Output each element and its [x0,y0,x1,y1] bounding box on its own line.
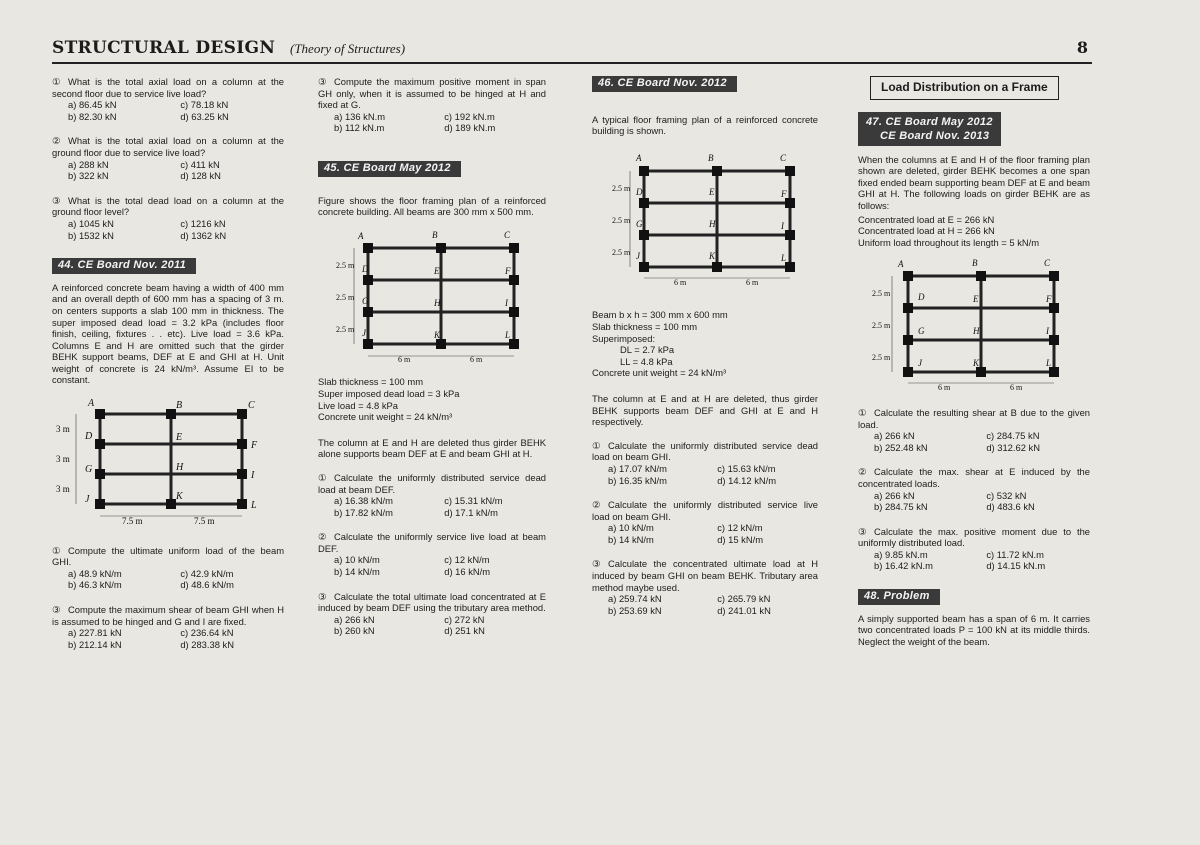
option-d: d) 1362 kN [180,229,227,241]
question-text: Calculate the uniformly distributed service live load on beam GHI. [592,499,818,522]
options [858,490,1090,513]
column-b [712,166,722,176]
node-label: C [1044,258,1051,269]
option-c: c) 411 kN [180,158,220,170]
column-c [509,243,519,253]
dimension-label: 6 m [674,277,687,287]
question-text: Calculate the max. shear at E induced by the concentrated loads. [858,466,1090,489]
options [592,463,818,486]
spec-line: Beam b x h = 300 mm x 600 mm [592,309,728,321]
column-f [785,198,795,208]
dimension-label: 2.5 m [336,292,355,302]
column-l [1049,367,1059,377]
problem-statement: A simply supported beam has a span of 6 m. It carries two concentrated loads P = 100 kN at its middle thirds. Neglect the weight of the beam. [858,612,1090,647]
option-c: c) 192 kN.m [444,110,495,122]
question [52,135,284,181]
column-j [639,262,649,272]
question-number: ① [592,439,601,451]
header-title: STRUCTURAL DESIGN [52,38,276,58]
node-label: H [176,462,184,474]
option-c: c) 78.18 kN [180,99,229,111]
column-k [712,262,722,272]
spec-line: Superimposed: [592,332,656,344]
load-list [858,214,1090,249]
option-b: b) 14 kN/m [608,533,654,545]
option-b: b) 212.14 kN [68,638,122,650]
node-label: F [505,265,511,276]
option-a: a) 10 kN/m [608,522,654,534]
question [318,531,546,577]
column-d [903,303,913,313]
question [318,472,546,518]
question-number: ③ [858,525,867,537]
node-label: A [898,259,904,270]
option-b: b) 17.82 kN/m [334,506,393,518]
option-c: c) 11.72 kN.m [986,548,1044,560]
column-l [785,262,795,272]
node-label: E [176,432,183,444]
node-label: I [251,470,255,482]
problem-statement: A reinforced concrete beam having a width of 400 mm and an overall depth of 600 mm has a spacing of 3 m. on centers supports a slab 100 mm in thickness. The super imposed dead load = 3.2 kPa (includes floor finish, ceiling, fixtures . . etc). Live load = 3.6 kPa. Columns E and H are omitted such that the girder BEHK support beams, DEF at E and GHI at H. Unit weight of concrete is 24 kN/m³. Assume EI to be constant. [52,281,284,386]
spec-line: Slab thickness = 100 mm [592,320,697,332]
options [52,99,284,122]
options [52,627,284,650]
node-label: I [781,220,784,231]
question-text: Calculate the uniformly distributed service dead load on beam GHI. [592,439,818,463]
question-text: Compute the maximum positive moment in span GH only, when it is assumed to be hinged at H and fixed at G. [318,76,546,111]
option-c: c) 12 kN/m [444,554,490,566]
options [592,593,818,616]
option-a: a) 48.9 kN/m [68,567,122,579]
question-number: ① [318,471,327,483]
options [52,218,284,241]
option-c: c) 42.9 kN/m [180,567,234,579]
dimension-label: 2.5 m [336,324,355,334]
framing-plan-diagram [318,224,546,374]
node-label: L [251,500,257,512]
question-number: ① [52,76,61,87]
node-label: B [708,152,714,163]
option-a: a) 288 kN [68,158,109,170]
column-i [1049,335,1059,345]
dimension-label: 2.5 m [612,183,631,193]
problem-banner: 48. Problem [858,589,940,605]
problem-banner: 45. CE Board May 2012 [318,161,461,177]
node-label: F [781,188,787,199]
node-label: G [85,464,93,476]
column-d [95,439,105,449]
option-b: b) 322 kN [68,170,109,182]
option-a: a) 266 kN [874,489,915,501]
column-d [639,198,649,208]
option-c: c) 532 kN [986,489,1027,501]
option-a: a) 266 kN [874,430,915,442]
dimension-label: 2.5 m [612,247,631,257]
question-text: What is the total dead load on a column at the ground floor level? [52,194,284,218]
option-c: c) 236.64 kN [180,627,234,639]
option-d: d) 283.38 kN [180,638,234,650]
column-j [363,339,373,349]
option-b: b) 16.42 kN.m [874,560,933,572]
question [858,466,1090,512]
node-label: B [972,258,978,269]
banner-line: 47. CE Board May 2012 [866,115,993,128]
dimension-label: 6 m [1010,383,1023,393]
node-label: D [362,263,369,274]
dimension-label: 7.5 m [122,516,143,527]
node-label: C [248,400,255,412]
option-a: a) 86.45 kN [68,99,117,111]
node-label: K [434,329,441,340]
column-k [166,499,176,509]
node-label: J [362,327,366,338]
question [52,545,284,591]
question-text: Calculate the max. positive moment due to the uniformly distributed load. [858,525,1090,549]
option-a: a) 16.38 kN/m [334,495,393,507]
beams [644,171,790,267]
options [318,495,546,518]
node-label: B [432,229,438,240]
node-label: L [505,329,511,340]
option-d: d) 189 kN.m [444,122,496,134]
spec-line: Live load = 4.8 kPa [318,399,399,411]
column-f [509,275,519,285]
node-label: A [88,398,95,410]
node-label: C [504,229,511,240]
dimension-label: 6 m [470,354,483,364]
node-label: H [973,326,980,337]
column-b [166,409,176,419]
framing-plan-diagram [592,143,818,293]
question [52,76,284,122]
question [318,76,546,134]
node-label: A [636,152,642,163]
dimension-label: 6 m [746,277,759,287]
question-number: ② [318,531,327,543]
column-k [436,339,446,349]
node-label: A [358,230,364,241]
option-d: d) 312.62 kN [986,441,1040,453]
page-number: 8 [1076,38,1088,57]
question [592,558,818,616]
column-4 [858,76,1090,653]
question-text: Calculate the uniformly service live load at beam DEF. [318,531,546,554]
design-specs [592,309,818,379]
node-label: D [918,292,925,303]
problem-statement: The column at E and at H are deleted, thus girder BEHK supports beam DEF and GHI at E and H respectively. [592,392,818,428]
question-number: ① [52,544,61,556]
question [592,440,818,486]
column-i [785,230,795,240]
node-label: H [709,218,716,229]
column-c [1049,271,1059,281]
question-text: Calculate the total ultimate load concentrated at E induced by beam DEF using the tributary area method. [318,590,546,614]
question-number: ③ [318,590,327,602]
problem-statement: Figure shows the floor framing plan of a reinforced concrete building. All beams are 300 mm x 500 mm. [318,194,546,218]
question-text: Calculate the uniformly distributed service dead load at beam DEF. [318,471,546,495]
option-d: d) 15 kN/m [717,533,764,545]
option-d: d) 241.01 kN [717,604,771,616]
node-label: C [780,152,787,163]
option-a: a) 259.74 kN [608,593,662,605]
option-b: b) 253.69 kN [608,604,662,616]
question-text: Calculate the concentrated ultimate load at H induced by beam GHI on beam BEHK. Tributary area method maybe used. [592,558,818,593]
question [318,591,546,637]
question-number: ② [592,499,601,511]
option-a: a) 17.07 kN/m [608,462,667,474]
option-d: d) 251 kN [444,625,485,637]
column-1 [52,76,284,663]
beams [368,248,514,344]
column-j [95,499,105,509]
option-b: b) 284.75 kN [874,501,928,513]
column-f [1049,303,1059,313]
column-i [509,307,519,317]
node-label: E [434,265,440,276]
node-label: F [251,440,258,452]
option-b: b) 46.3 kN/m [68,579,122,591]
problem-statement: The column at E and H are deleted thus girder BEHK alone supports beam DEF at E and beam GHI at H. [318,436,546,460]
column-l [237,499,247,509]
column-b [436,243,446,253]
problem-statement: When the columns at E and H of the floor framing plan shown are deleted, girder BEHK becomes a one span fixed ended beam supporting beam DEF at E and beam GHI at H. The following loads on girder BEHK are as follows: [858,153,1090,211]
options [318,554,546,577]
node-label: G [636,218,643,229]
node-label: J [918,358,922,369]
node-label: D [85,431,93,443]
node-label: K [176,491,183,503]
question [52,195,284,241]
node-label: L [781,252,787,263]
column-l [509,339,519,349]
option-d: d) 14.15 kN.m [986,560,1046,572]
load-line: Concentrated load at E = 266 kN [858,213,995,225]
node-label: L [1046,358,1052,369]
column-d [363,275,373,285]
option-c: c) 1216 kN [180,217,226,229]
option-c: c) 265.79 kN [717,593,771,605]
dimension-label: 2.5 m [872,353,891,363]
load-line: Uniform load throughout its length = 5 kN/m [858,236,1040,248]
option-b: b) 252.48 kN [874,441,928,453]
question [592,499,818,545]
column-a [639,166,649,176]
column-a [95,409,105,419]
dimension-label: 3 m [56,454,70,465]
node-label: J [85,494,90,506]
option-b: b) 260 kN [334,625,375,637]
column-f [237,439,247,449]
framing-plan-diagram [858,254,1090,404]
dimension-label: 2.5 m [612,215,631,225]
column-a [363,243,373,253]
node-label: E [973,294,979,305]
question-number: ② [52,135,61,147]
node-label: H [434,297,441,308]
option-c: c) 284.75 kN [986,430,1040,442]
option-a: a) 266 kN [334,613,375,625]
options [52,159,284,182]
banner-line: CE Board Nov. 2013 [880,129,990,142]
option-c: c) 15.63 kN/m [717,462,776,474]
question-text: Calculate the resulting shear at B due to the given load. [858,406,1090,430]
dimension-label: 7.5 m [194,516,215,527]
option-b: b) 14 kN/m [334,566,380,578]
dimension-label: 6 m [938,383,951,393]
node-label: K [709,250,716,261]
question-number: ① [858,406,867,418]
load-line: Concentrated load at H = 266 kN [858,225,995,237]
option-b: b) 1532 kN [68,229,114,241]
spec-line: Concrete unit weight = 24 kN/m³ [318,411,453,423]
option-d: d) 128 kN [180,170,221,182]
option-d: d) 48.6 kN/m [180,579,234,591]
question-number: ③ [52,604,61,616]
page-header [52,38,1092,64]
problem-banner: 46. CE Board Nov. 2012 [592,76,737,92]
option-d: d) 63.25 kN [180,110,229,122]
option-a: a) 227.81 kN [68,627,122,639]
question-text: Compute the maximum shear of beam GHI when H is assumed to be hinged and G and I are fixed. [52,604,284,627]
options [858,549,1090,572]
node-label: B [176,400,183,412]
node-label: J [636,250,640,261]
option-c: c) 12 kN/m [717,522,763,534]
node-label: G [918,326,925,337]
option-d: d) 14.12 kN/m [717,474,777,486]
question-number: ③ [52,194,61,206]
column-a [903,271,913,281]
column-j [903,367,913,377]
design-specs [318,376,546,422]
options [858,430,1090,453]
header-subtitle: (Theory of Structures) [290,41,406,56]
node-label: I [505,297,508,308]
question-text: Compute the ultimate uniform load of the beam GHI. [52,544,284,568]
option-c: c) 15.31 kN/m [444,495,503,507]
dimension-label: 3 m [56,484,70,495]
option-c: c) 272 kN [444,613,485,625]
framing-plan-diagram [52,392,284,542]
question [858,526,1090,572]
option-b: b) 112 kN.m [334,122,385,134]
dimension-label: 3 m [56,424,70,435]
problem-banner: 44. CE Board Nov. 2011 [52,258,196,274]
options [592,522,818,545]
column-g [903,335,913,345]
column-g [639,230,649,240]
section-title: Load Distribution on a Frame [870,76,1059,100]
question-text: What is the total axial load on a column at the second floor due to service live load? [52,76,284,99]
options [318,111,546,134]
option-a: a) 9.85 kN.m [874,548,928,560]
spec-line: Slab thickness = 100 mm [318,376,423,388]
column-c [237,409,247,419]
column-2 [318,76,546,650]
option-d: d) 17.1 kN/m [444,506,498,518]
beams [908,276,1054,372]
node-label: G [362,295,369,306]
question-number: ③ [318,76,327,87]
column-b [976,271,986,281]
column-g [363,307,373,317]
column-3 [592,76,818,629]
option-d: d) 16 kN/m [444,566,491,578]
dimension-label: 2.5 m [336,260,355,270]
option-a: a) 1045 kN [68,217,114,229]
dimension-label: 2.5 m [872,289,891,299]
spec-line: LL = 4.8 kPa [620,355,673,367]
option-a: a) 10 kN/m [334,554,380,566]
problem-statement: A typical floor framing plan of a reinforced concrete building is shown. [592,113,818,137]
node-label: D [636,186,643,197]
dimension-label: 6 m [398,354,411,364]
options [318,614,546,637]
question-text: What is the total axial load on a column at the ground floor due to service live load? [52,135,284,158]
spec-line: Concrete unit weight = 24 kN/m³ [592,367,727,379]
question-number: ③ [592,558,601,570]
node-label: I [1046,326,1049,337]
spec-line: DL = 2.7 kPa [620,344,675,356]
option-a: a) 136 kN.m [334,110,386,122]
question-number: ② [858,466,867,478]
question [52,604,284,650]
option-b: b) 16.35 kN/m [608,474,667,486]
dimension-label: 2.5 m [872,321,891,331]
column-c [785,166,795,176]
options [52,568,284,591]
node-label: F [1046,294,1052,305]
spec-line: Super imposed dead load = 3 kPa [318,387,460,399]
option-b: b) 82.30 kN [68,110,117,122]
column-i [237,469,247,479]
problem-banner [858,112,1001,146]
beams [100,414,242,504]
option-d: d) 483.6 kN [986,501,1035,513]
node-label: E [709,186,715,197]
column-g [95,469,105,479]
question [858,407,1090,453]
node-label: K [973,358,980,369]
column-k [976,367,986,377]
